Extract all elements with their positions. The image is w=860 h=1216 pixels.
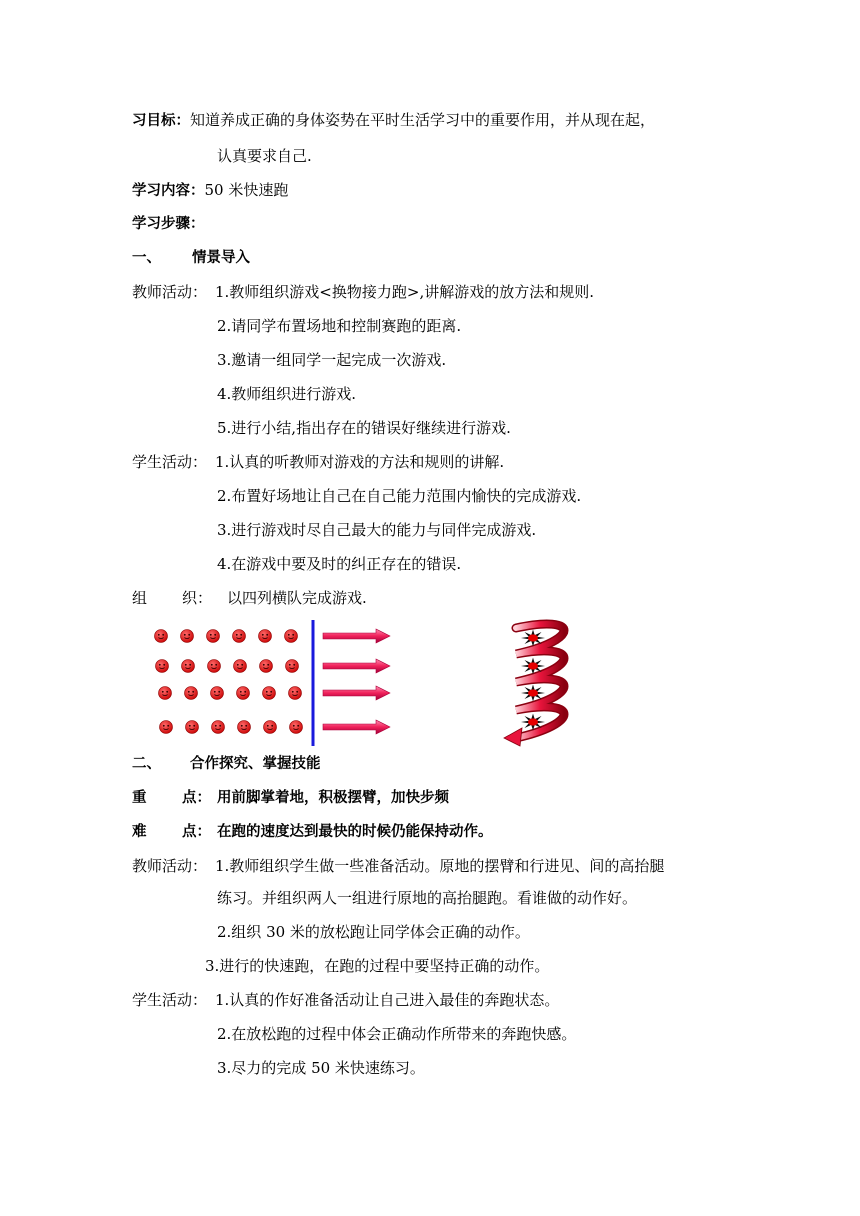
student-dot xyxy=(289,687,302,700)
org-label-b: 织： xyxy=(182,589,213,607)
objective-line xyxy=(132,110,655,131)
student-formation xyxy=(155,630,303,734)
student-item: 1.认真的作好准备活动让自己进入最佳的奔跑状态。 xyxy=(215,991,560,1009)
student-item: 3.尽力的完成 50 米快速练习。 xyxy=(217,1059,425,1077)
teacher-item: 5.进行小结,指出存在的错误好继续进行游戏. xyxy=(217,419,511,437)
student-item: 1.认真的听教师对游戏的方法和规则的讲解. xyxy=(215,453,505,471)
teacher-item: 1.教师组织学生做一些准备活动。原地的摆臂和行进见、间的高抬腿 xyxy=(215,857,665,875)
student-dot xyxy=(264,721,277,734)
content-label: 学习内容： xyxy=(132,183,205,199)
teacher-item: 练习。并组织两人一组进行原地的高抬腿跑。看谁做的动作好。 xyxy=(217,889,638,907)
key-label-a: 重 xyxy=(132,790,147,806)
student-item: 4.在游戏中要及时的纠正存在的错误. xyxy=(217,555,462,573)
diff-text: 在跑的速度达到最快的时候仍能保持动作。 xyxy=(217,824,493,840)
section2-title: 合作探究、掌握技能 xyxy=(190,756,321,772)
content-text: 50 米快速跑 xyxy=(204,181,289,199)
student-dot xyxy=(181,630,194,643)
student-dot xyxy=(208,660,221,673)
student-label-1: 学生活动： xyxy=(132,453,208,471)
section2-num: 二、 xyxy=(132,756,161,772)
arrow-icon xyxy=(323,659,390,673)
student-dot xyxy=(182,660,195,673)
teacher-item: 4.教师组织进行游戏. xyxy=(217,385,357,403)
org-label-a: 组 xyxy=(132,589,148,607)
steps-label: 学习步骤： xyxy=(132,216,205,232)
teacher-item: 3.邀请一组同学一起完成一次游戏. xyxy=(217,351,447,369)
student-dot xyxy=(160,721,173,734)
formation-diagram xyxy=(140,616,580,748)
student-dot xyxy=(263,687,276,700)
arrow-icon xyxy=(323,629,390,643)
student-dot xyxy=(159,687,172,700)
student-dot xyxy=(156,660,169,673)
student-label-2: 学生活动： xyxy=(132,991,208,1009)
objective-text: 知道养成正确的身体姿势在平时生活学习中的重要作用，并从现在起， xyxy=(190,111,656,129)
student-item: 2.布置好场地让自己在自己能力范围内愉快的完成游戏. xyxy=(217,487,582,505)
student-dot xyxy=(290,721,303,734)
student-dot xyxy=(207,630,220,643)
student-dot xyxy=(285,630,298,643)
teacher-item: 2.请同学布置场地和控制赛跑的距离. xyxy=(217,317,462,335)
key-text: 用前脚掌着地，积极摆臂，加快步频 xyxy=(217,790,449,806)
student-dot xyxy=(234,660,247,673)
student-dot xyxy=(155,630,168,643)
objective-text-2: 认真要求自己. xyxy=(217,147,312,165)
diff-label-b: 点： xyxy=(182,824,211,840)
key-label-b: 点： xyxy=(182,790,211,806)
teacher-item: 1.教师组织游戏<换物接力跑>,讲解游戏的放方法和规则. xyxy=(215,283,594,301)
teacher-item: 2.组织 30 米的放松跑让同学体会正确的动作。 xyxy=(217,923,530,941)
student-dot xyxy=(237,687,250,700)
student-dot xyxy=(286,660,299,673)
relay-coil xyxy=(504,624,564,746)
student-item: 3.进行游戏时尽自己最大的能力与同伴完成游戏. xyxy=(217,521,537,539)
diff-label-a: 难 xyxy=(132,824,147,840)
student-dot xyxy=(185,687,198,700)
content-line xyxy=(132,180,288,201)
student-dot xyxy=(260,660,273,673)
student-dot xyxy=(259,630,272,643)
student-item: 2.在放松跑的过程中体会正确动作所带来的奔跑快感。 xyxy=(217,1025,577,1043)
run-direction-arrows xyxy=(323,629,390,734)
arrow-icon xyxy=(323,720,390,734)
arrow-head-icon xyxy=(504,728,522,746)
student-dot xyxy=(233,630,246,643)
teacher-item: 3.进行的快速跑，在跑的过程中要坚持正确的动作。 xyxy=(205,957,550,975)
teacher-label-2: 教师活动： xyxy=(132,857,208,875)
arrow-icon xyxy=(323,686,390,700)
student-dot xyxy=(186,721,199,734)
section1-num: 一、 xyxy=(132,250,161,266)
org-text: 以四列横队完成游戏. xyxy=(227,589,367,607)
section1-title: 情景导入 xyxy=(192,250,250,266)
student-dot xyxy=(212,721,225,734)
objective-label: 习目标： xyxy=(132,113,190,129)
student-dot xyxy=(238,721,251,734)
teacher-label-1: 教师活动： xyxy=(132,283,208,301)
student-dot xyxy=(211,687,224,700)
